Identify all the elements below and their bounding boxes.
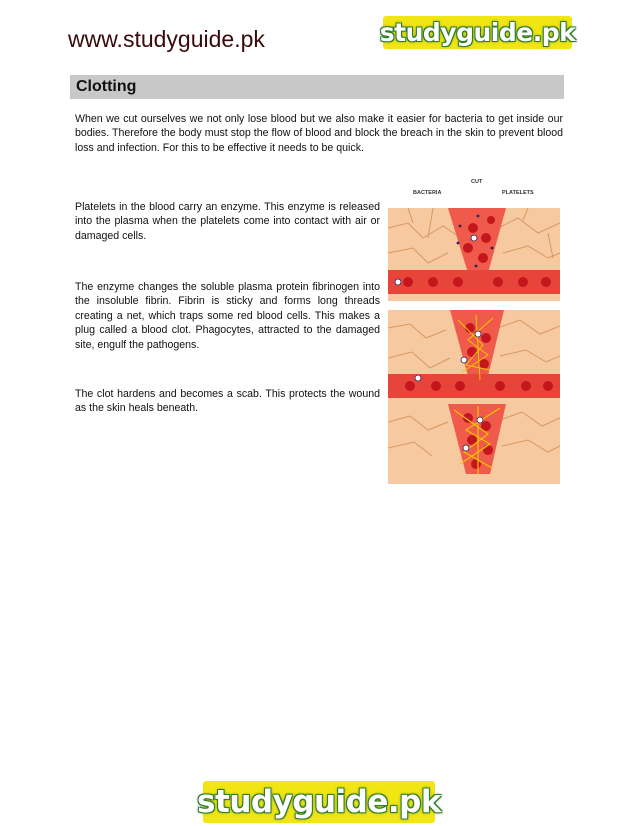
scab-paragraph: The clot hardens and becomes a scab. This protects the wound as the skin heals beneath.	[75, 388, 380, 415]
section-heading: Clotting	[70, 75, 564, 99]
platelets-paragraph: Platelets in the blood carry an enzyme. This enzyme is released into the plasma when the platelets come into contact with air or damaged cells.	[75, 201, 380, 242]
diagram-cut-bacteria	[388, 208, 560, 301]
site-url: www.studyguide.pk	[68, 26, 265, 52]
diagram-scab	[388, 404, 560, 484]
diagram-cut-bacteria-image	[388, 208, 560, 301]
diagram-fibrin-clot-image	[388, 310, 560, 404]
diagram-label-bacteria: BACTERIA	[413, 190, 442, 196]
diagram-label-platelets: PLATELETS	[502, 190, 534, 196]
intro-paragraph: When we cut ourselves we not only lose blood but we also make it easier for bacteria to get inside our bodies. Therefore the body must stop the flow of blood and block the breach in the skin to prevent blood loss and infection. For this to be effective it needs to be quick.	[75, 113, 563, 154]
studyguide-logo-bottom: studyguide.pk	[203, 781, 435, 823]
studyguide-logo-top: studyguide.pk	[379, 18, 576, 47]
diagram-scab-image	[388, 404, 560, 484]
diagram-fibrin-clot	[388, 310, 560, 404]
diagram-label-cut: CUT	[471, 179, 483, 185]
fibrin-paragraph: The enzyme changes the soluble plasma protein fibrinogen into the insoluble fibrin. Fibrin is sticky and forms long threads creating a net, which traps some red blood cells. This makes a plug called a blood clot. Phagocytes, attracted to the damaged site, engulf the pathogens.	[75, 281, 380, 351]
